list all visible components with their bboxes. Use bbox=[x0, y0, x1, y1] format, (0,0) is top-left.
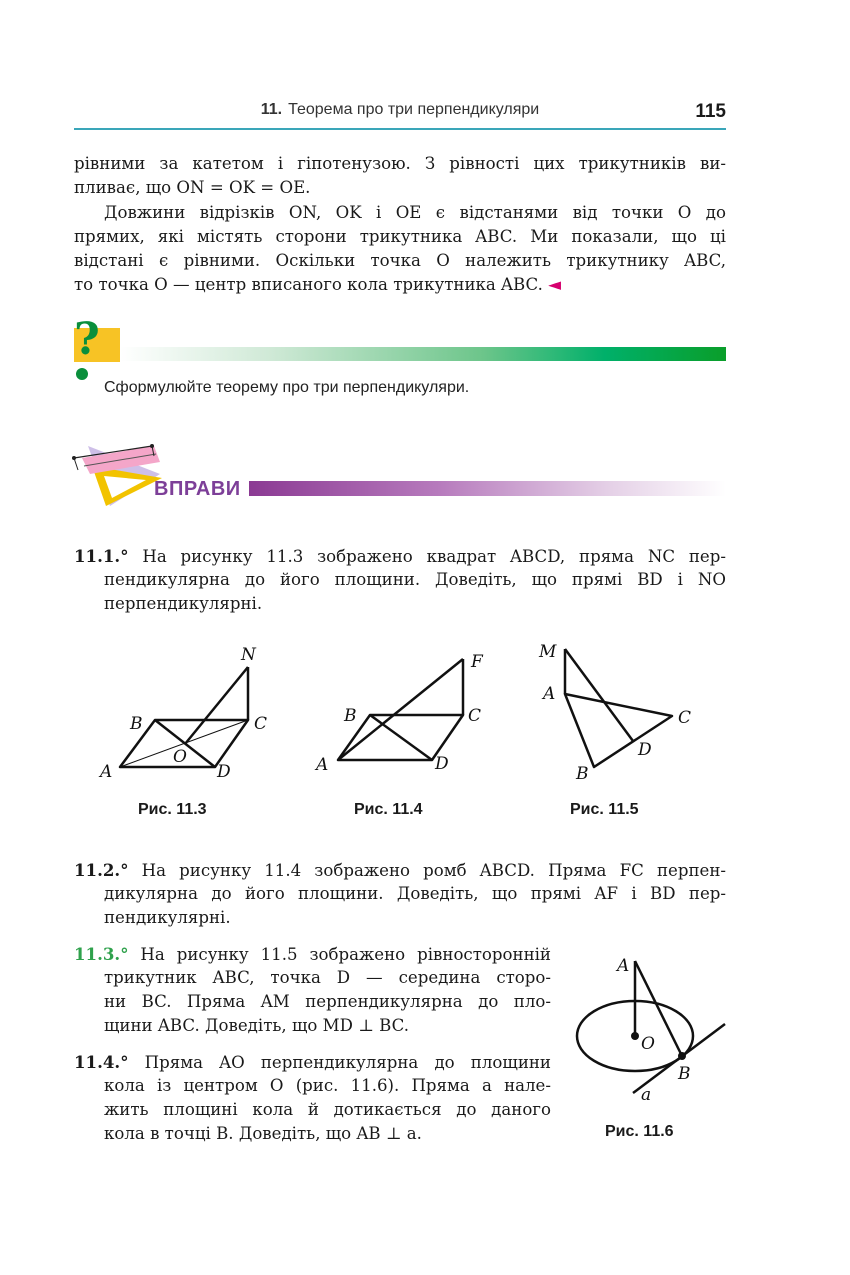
figure-11-3 bbox=[95, 640, 285, 790]
intro-line-6 bbox=[74, 273, 726, 297]
fig4-label-c: C bbox=[468, 706, 482, 726]
exercise-11-3-text-1: На рисунку 11.5 зображено рівносторонній bbox=[128, 945, 551, 964]
intro-line-5: відстані є рівними. Оскільки точка O належить трикутнику ABC, bbox=[74, 251, 726, 270]
page-number: 115 bbox=[695, 101, 726, 122]
end-of-proof-mark: ◄ bbox=[548, 275, 561, 294]
fig5-label-c: C bbox=[678, 708, 692, 728]
exercise-11-1-line-3: перпендикулярні. bbox=[104, 594, 263, 613]
intro-line-6-text: то точка O — центр вписаного кола трикутника ABC. bbox=[74, 275, 543, 294]
exercise-11-3-number: 11.3.° bbox=[74, 944, 129, 964]
caption-fig-11-6: Рис. 11.6 bbox=[605, 1123, 674, 1140]
exercise-11-3-line-1 bbox=[74, 942, 551, 967]
question-mark-icon: ? bbox=[74, 314, 100, 365]
exercise-11-2-line-2: дикулярна до його площини. Доведіть, що прямі AF і BD пер- bbox=[104, 884, 726, 903]
exercise-11-4-line-4: кола в точці B. Доведіть, що AB ⊥ a. bbox=[104, 1124, 422, 1143]
fig3-label-d: D bbox=[217, 762, 231, 782]
exercise-11-1-number: 11.1.° bbox=[74, 546, 129, 566]
fig3-label-n: N bbox=[241, 645, 256, 665]
exercise-11-2-number: 11.2.° bbox=[74, 860, 129, 880]
figure-11-6 bbox=[565, 945, 730, 1110]
fig4-label-d: D bbox=[435, 754, 449, 774]
exercises-title: ВПРАВИ bbox=[154, 478, 241, 500]
exercise-11-3-line-3: ни BC. Пряма AM перпендикулярна до пло- bbox=[104, 992, 551, 1011]
exercise-11-4-number: 11.4.° bbox=[74, 1052, 129, 1072]
fig3-label-c: C bbox=[254, 714, 268, 734]
fig6-label-b: B bbox=[678, 1064, 691, 1084]
fig5-label-a: A bbox=[543, 684, 556, 704]
fig6-label-o: O bbox=[641, 1034, 655, 1054]
fig3-label-o: O bbox=[173, 747, 187, 767]
exercise-11-4-line-2: кола із центром O (рис. 11.6). Пряма a нале- bbox=[104, 1076, 551, 1095]
fig6-label-a: A bbox=[617, 956, 630, 976]
caption-fig-11-5: Рис. 11.5 bbox=[570, 801, 639, 818]
figure-11-5 bbox=[530, 635, 710, 790]
fig6-tangent-point bbox=[678, 1052, 686, 1060]
exercise-11-4-text-1: Пряма AO перпендикулярна до площини bbox=[128, 1053, 551, 1072]
exercise-11-4-line-1 bbox=[74, 1050, 551, 1075]
exercise-11-3-line-4: щини ABC. Доведіть, що MD ⊥ BC. bbox=[104, 1016, 409, 1035]
fig3-label-a: A bbox=[100, 762, 113, 782]
ruler-triangle-icon bbox=[70, 436, 166, 512]
intro-line-4: прямих, які містять сторони трикутника ABC. Ми показали, що ці bbox=[74, 227, 726, 246]
intro-line-2: пливає, що ON = OK = OE. bbox=[74, 178, 311, 197]
fig3-label-b: B bbox=[130, 714, 143, 734]
section-number: 11. bbox=[260, 101, 283, 118]
fig5-label-b: B bbox=[576, 764, 589, 784]
exercise-11-1-line-1 bbox=[74, 544, 726, 569]
exercises-gradient-bar bbox=[249, 481, 726, 496]
exercise-11-1-text-1: На рисунку 11.3 зображено квадрат ABCD, пряма NC пер- bbox=[128, 547, 726, 566]
question-dot-icon bbox=[76, 368, 88, 380]
fig6-center-point bbox=[631, 1032, 639, 1040]
fig5-label-d: D bbox=[638, 740, 652, 760]
section-title: Теорема про три перпендикуляри bbox=[288, 101, 540, 118]
question-text: Сформулюйте теорему про три перпендикуляри. bbox=[104, 379, 470, 396]
intro-line-1: рівними за катетом і гіпотенузою. З рівності цих трикутників ви- bbox=[74, 154, 726, 173]
fig4-label-f: F bbox=[471, 652, 483, 672]
header-rule bbox=[74, 128, 726, 130]
exercise-11-2-line-1 bbox=[74, 858, 726, 883]
exercise-11-2-text-1: На рисунку 11.4 зображено ромб ABCD. Пряма FC перпен- bbox=[128, 861, 726, 880]
figure-11-4 bbox=[310, 645, 500, 785]
fig5-label-m: M bbox=[539, 642, 557, 662]
exercise-11-3-line-2: трикутник ABC, точка D — середина сторо- bbox=[104, 968, 551, 987]
fig6-label-line-a: a bbox=[641, 1085, 652, 1105]
caption-fig-11-4: Рис. 11.4 bbox=[354, 801, 423, 818]
exercise-11-4-line-3: жить площині кола й дотикається до даного bbox=[104, 1100, 551, 1119]
intro-line-3: Довжини відрізків ON, OK і OE є відстанями від точки O до bbox=[104, 203, 726, 222]
fig4-label-a: A bbox=[316, 755, 329, 775]
fig4-label-b: B bbox=[344, 706, 357, 726]
exercise-11-1-line-2: пендикулярна до його площини. Доведіть, що прямі BD і NO bbox=[104, 570, 726, 589]
caption-fig-11-3: Рис. 11.3 bbox=[138, 801, 207, 818]
question-gradient-bar bbox=[120, 347, 726, 361]
exercise-11-2-line-3: пендикулярні. bbox=[104, 908, 231, 927]
